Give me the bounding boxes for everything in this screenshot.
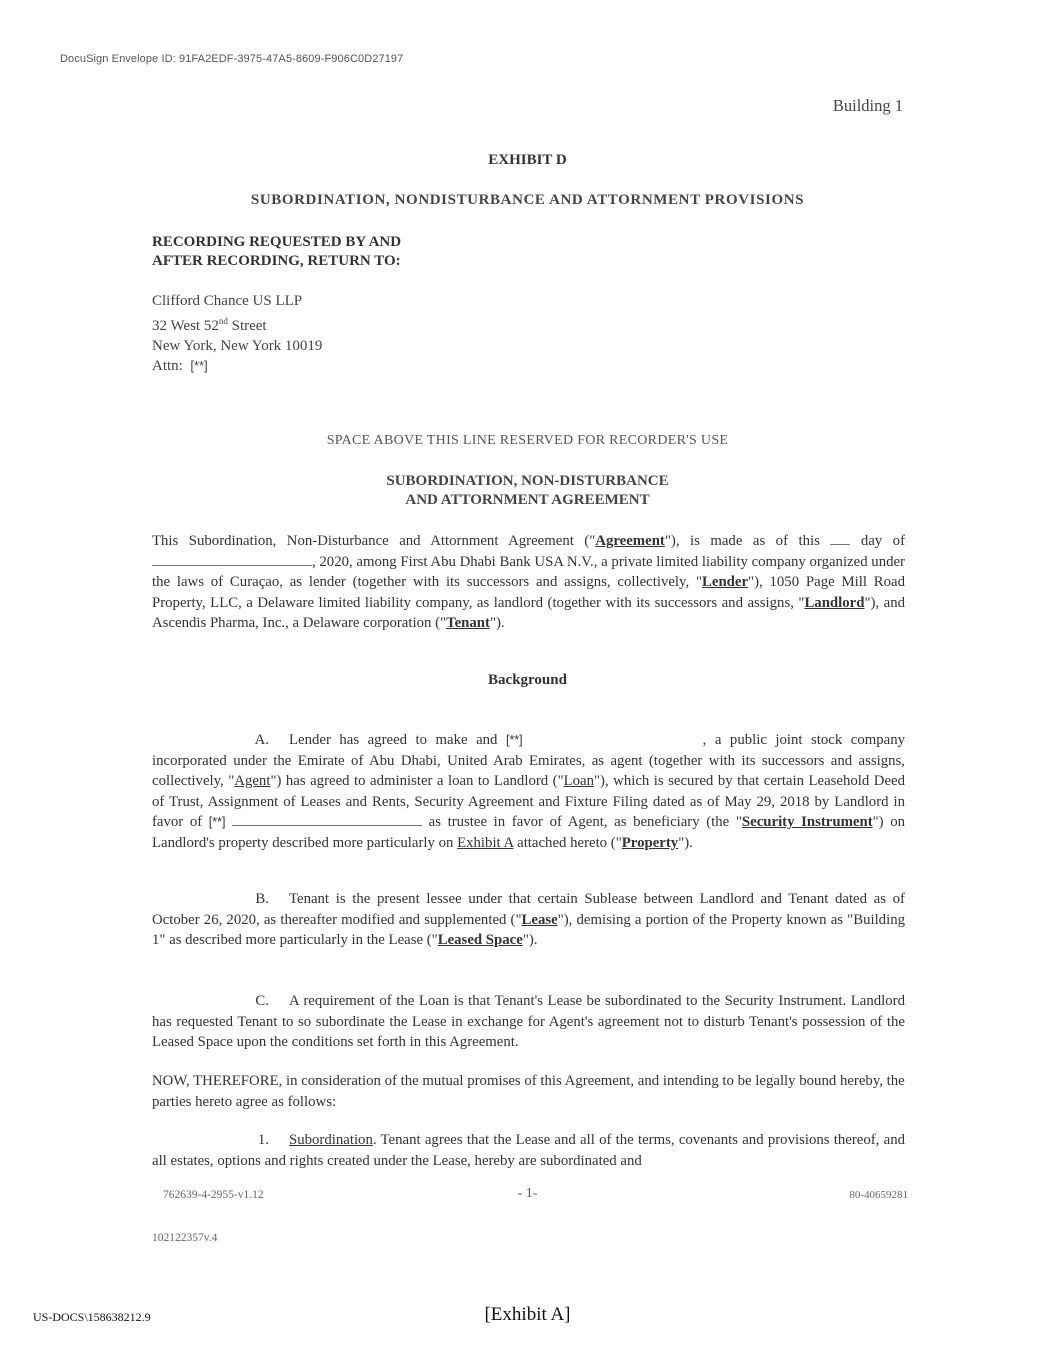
intro-text: "), and Ascendis Pharma, Inc., a Delaware corporation (" (152, 594, 906, 631)
address-street (152, 311, 322, 336)
defined-term-security-instrument: Security Instrument (741, 814, 873, 830)
envelope-id: DocuSign Envelope ID: 91FA2EDF-3975-47A5-8609-F906C0D27197 (60, 53, 404, 65)
section-1 (152, 1130, 905, 1171)
paragraph-label: A. (254, 732, 269, 748)
para-b-text: "), demising a portion of the Property known as "Building 1" as described more particularly in the Lease (" (152, 911, 905, 948)
para-b-text: "). (522, 932, 538, 948)
para-a-text: as trustee in favor of Agent, as beneficiary (the " (428, 814, 742, 830)
address-attn (152, 356, 322, 376)
para-a-text: , a public joint stock company incorporated under the Emirate of Abu Dhabi, United Arab Emirates, as agent (together with its successors and assigns, collectively, " (152, 732, 905, 789)
exhibit-subtitle: SUBORDINATION, NONDISTURBANCE AND ATTORNMENT PROVISIONS (250, 192, 805, 208)
attn-label: Attn: (152, 358, 183, 374)
recorder-line: SPACE ABOVE THIS LINE RESERVED FOR RECORDER'S USE (326, 433, 729, 448)
blank-line (152, 552, 312, 566)
defined-term-leased-space: Leased Space (437, 932, 523, 948)
us-docs-id: US-DOCS\158638212.9 (33, 1310, 151, 1324)
address-firm: Clifford Chance US LLP (152, 293, 303, 309)
defined-term-lease: Lease (521, 911, 558, 928)
page-number: - 1- (517, 1186, 538, 1201)
paragraph-a (152, 730, 905, 853)
now-therefore: NOW, THEREFORE, in consideration of the mutual promises of this Agreement, and intending to be legally bound hereby, the parties hereto agree as follows: (152, 1073, 905, 1110)
footer-left-id: 762639-4-2955-v1.12 (163, 1189, 264, 1201)
footer-right-id: 80-40659281 (849, 1189, 908, 1201)
background-heading: Background (488, 672, 567, 688)
agreement-title-line-1: SUBORDINATION, NON-DISTURBANCE (386, 473, 669, 489)
para-a-text: ") on Landlord's property described more particularly on (152, 814, 906, 851)
return-address (152, 291, 322, 376)
intro-text: day of (860, 533, 906, 549)
section-heading: Subordination (289, 1132, 373, 1148)
defined-term-landlord: Landlord (804, 594, 865, 611)
street-number: 32 West 52 (152, 318, 219, 334)
document-number: 102122357v.4 (152, 1232, 218, 1244)
defined-term-agent: Agent (234, 773, 271, 789)
exhibit-title: EXHIBIT D (488, 152, 567, 168)
intro-text: , 2020, among First Abu Dhabi Bank USA N.V., a private limited liability company organized under the laws of Curaçao, as lender (together with its successors and assigns, collectively, " (152, 553, 905, 590)
blank-line (232, 812, 422, 826)
street-suffix: nd (218, 316, 228, 326)
paragraph-c (152, 991, 905, 1053)
defined-term-agreement: Agreement (595, 533, 665, 549)
para-a-text: Lender has agreed to make and (289, 732, 498, 748)
defined-term-property: Property (621, 834, 679, 851)
intro-text: This Subordination, Non-Disturbance and Attornment Agreement (" (152, 533, 596, 549)
recording-line-1: RECORDING REQUESTED BY AND (152, 234, 402, 250)
paragraph-b (152, 889, 905, 951)
recording-line-2: AFTER RECORDING, RETURN TO: (152, 253, 401, 269)
para-a-text: "), which is secured by that certain Leasehold Deed of Trust, Assignment of Leases and Rents, Security Agreement and Fixture Filing dated as of May 29, 2018 by Landlord in favor of (152, 773, 905, 830)
para-b-text: Tenant is the present lessee under that certain Sublease between Landlord and Tenant dated as of October 26, 2020, as thereafter modified and supplemented (" (152, 891, 905, 928)
agreement-title-line-2: AND ATTORNMENT AGREEMENT (405, 492, 650, 508)
intro-text: "), is made as of this (664, 533, 820, 549)
paragraph-label: B. (255, 891, 269, 907)
redaction-marker: [**] (208, 815, 226, 829)
section-1-text: . Tenant agrees that the Lease and all of the terms, covenants and provisions thereof, and all estates, options and rights created under the Lease, hereby are subordinated and (152, 1132, 905, 1169)
street-name: Street (227, 318, 267, 334)
address-city: New York, New York 10019 (152, 338, 323, 354)
attn-value: [**] (190, 358, 208, 373)
intro-text: "), 1050 Page Mill Road Property, LLC, a Delaware limited liability company, as landlord (together with its successors and assigns, " (152, 574, 905, 611)
blank-line (830, 531, 850, 545)
section-label: 1. (257, 1132, 269, 1148)
agreement-title (0, 472, 1055, 510)
exhibit-a-label: [Exhibit A] (484, 1304, 571, 1325)
defined-term-lender: Lender (702, 574, 749, 590)
para-a-text: "). (678, 834, 693, 851)
para-a-text: attached hereto (" (517, 834, 622, 851)
para-c-text: A requirement of the Loan is that Tenant's Lease be subordinated to the Security Instrument. Landlord has requested Tenant to so subordinate the Lease in exchange for Agent's agreement not to disturb Tenant's possession of the Leased Space upon the conditions set forth in this Agreement. (152, 993, 905, 1050)
intro-paragraph (152, 531, 905, 634)
defined-term-tenant: Tenant (446, 615, 490, 631)
paragraph-label: C. (255, 993, 269, 1009)
exhibit-a-reference: Exhibit A (457, 834, 514, 851)
intro-text: "). (489, 615, 505, 631)
building-label: Building 1 (832, 96, 903, 115)
para-a-text: ") has agreed to administer a loan to Landlord (" (270, 773, 564, 789)
recording-block (152, 233, 401, 271)
redaction-marker: [**] (505, 733, 523, 747)
defined-term-loan: Loan (563, 773, 595, 789)
